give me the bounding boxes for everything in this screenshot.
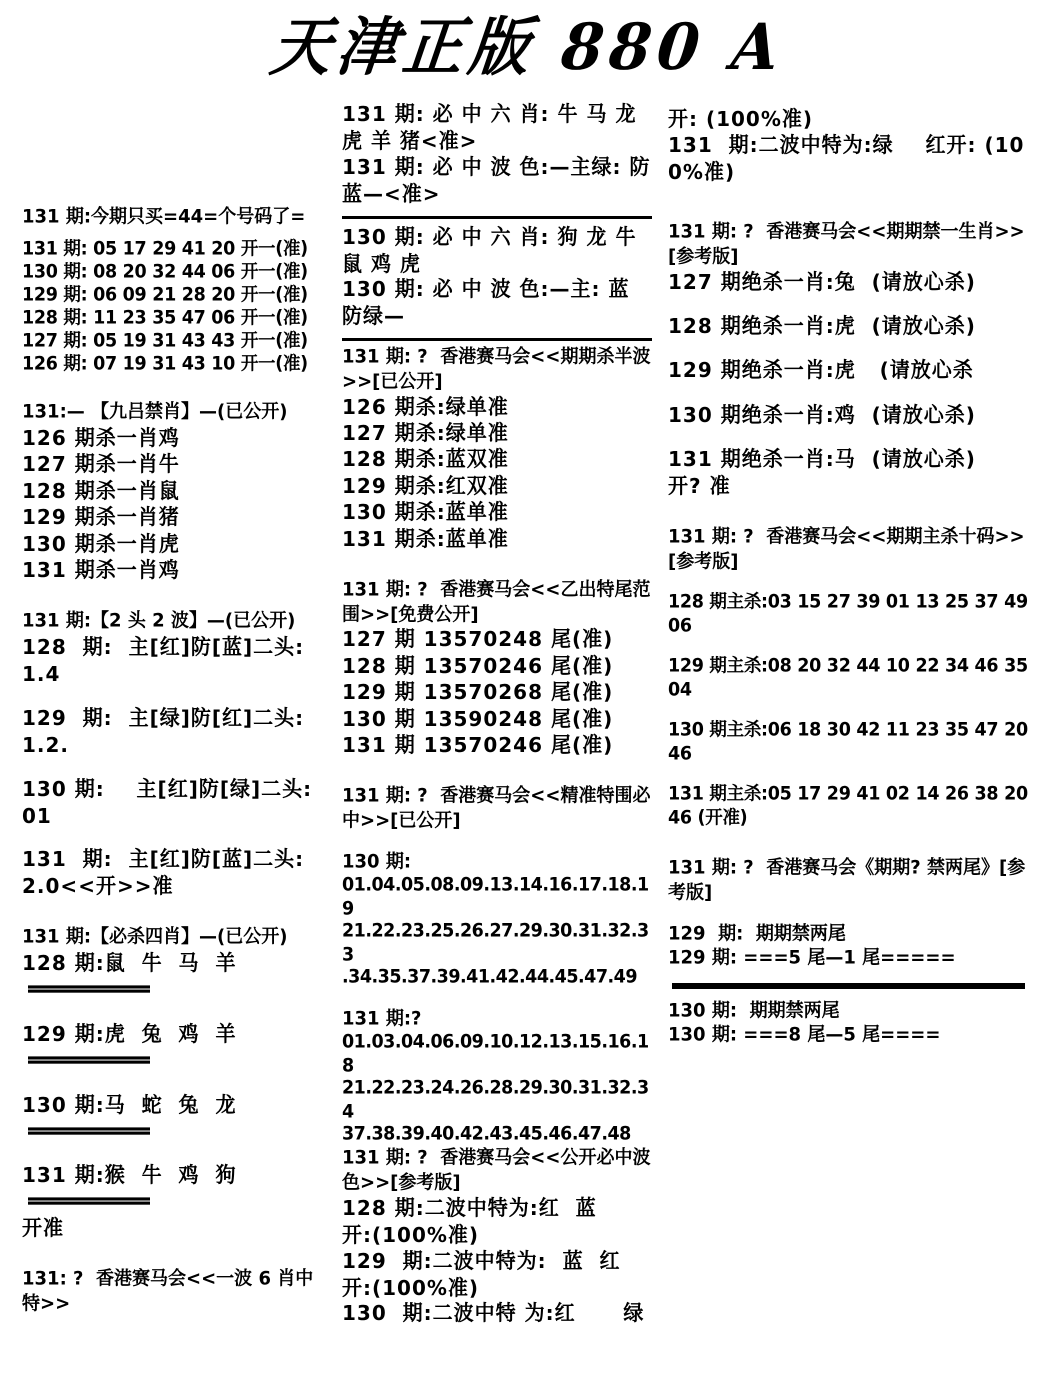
kill-four-row-text: 130 期:马 蛇 兔 龙	[22, 1091, 237, 1117]
precise-range-131-row: 37.38.39.40.42.43.45.46.47.48	[342, 1124, 631, 1146]
left-column	[0, 92, 330, 1388]
ban-zodiac-row: 127 期杀一肖牛	[22, 451, 180, 477]
kill-half-wave-row: 126 期杀:绿单准	[342, 393, 509, 419]
page-title: 天津正版 880 A	[266, 10, 789, 86]
section-130-six-zodiac	[342, 223, 652, 329]
two-wave-131-row: 131 期:二波中特为:绿 红开: (100%准)	[668, 132, 1025, 185]
section-divider	[342, 338, 652, 341]
open-record-row: 129 期: 06 09 21 28 20 开一(准)	[22, 284, 308, 306]
ban-two-tails-heading: 131 期: ? 香港赛马会《期期? 禁两尾》[参考版]	[668, 857, 1026, 904]
tail-range-row: 129 期 13570268 尾(准)	[342, 679, 614, 705]
content-columns	[0, 92, 1055, 1388]
kill-four-footer: 开准	[22, 1215, 64, 1241]
open-record-row: 128 期: 11 23 35 47 06 开一(准)	[22, 308, 308, 329]
ban-two-tails-129-label: 129 期: 期期禁两尾	[668, 922, 846, 945]
ban-zodiac-row: 126 期杀一肖鸡	[22, 425, 180, 450]
ban-one-zodiac-row: 130 期绝杀一肖:鸡 (请放心杀)	[668, 401, 976, 427]
ban-one-zodiac-row: 127 期绝杀一肖:兔 (请放心杀)	[668, 268, 976, 294]
kill-ten-codes-heading: 131 期: ? 香港赛马会<<期期主杀十码>>[参考版]	[668, 526, 1025, 573]
section-open-record	[22, 205, 322, 373]
section-precise-range	[342, 784, 652, 1146]
section-kill-four-zodiac	[22, 925, 322, 1240]
open-record-intro: 131 期:今期只买=44=个号码了=	[22, 206, 306, 228]
two-head-row: 130 期: 主[红]防[绿]二头:01	[22, 775, 313, 829]
ban-two-tails-129-value: 129 期: ===5 尾—1 尾=====	[668, 946, 956, 969]
kill-ten-codes-row: 129 期主杀:08 20 32 44 10 22 34 46 35 04	[668, 655, 1034, 701]
dash-rule-icon	[28, 1198, 150, 1205]
two-head-row: 128 期: 主[红]防[蓝]二头:1.4	[22, 634, 305, 687]
kill-ten-codes-row: 130 期主杀:06 18 30 42 11 23 35 47 20 46	[668, 719, 1034, 765]
dash-rule-icon	[28, 1127, 150, 1134]
kill-four-heading: 131 期:【必杀四肖】—(已公开)	[22, 926, 288, 949]
precise-range-130-row: 01.04.05.08.09.13.14.16.17.18.19	[342, 874, 649, 920]
section-two-head-two-wave	[22, 609, 322, 898]
six-zodiac-130-line: 130 期: 必 中 六 肖: 狗 龙 牛 鼠 鸡 虎	[342, 223, 645, 277]
dash-rule-icon	[28, 1057, 150, 1064]
ban-one-zodiac-row: 128 期绝杀一肖:虎 (请放心杀)	[668, 313, 976, 339]
kill-four-row	[22, 949, 322, 1004]
ban-zodiac-row: 128 期杀一肖鼠	[22, 477, 180, 503]
two-wave-color-row: 128 期:二波中特为:红 蓝 开:(100%准)	[342, 1194, 629, 1248]
precise-range-130-label: 130 期:	[342, 850, 412, 873]
two-wave-color-row: 130 期:二波中特 为:红 绿	[342, 1300, 645, 1326]
section-two-wave-color	[342, 1146, 652, 1325]
wave-color-130-line: 130 期: 必 中 波 色:—主: 蓝 防绿—	[342, 276, 638, 329]
tail-range-row: 130 期 13590248 尾(准)	[342, 705, 614, 731]
right-column	[660, 92, 1055, 1388]
six-zodiac-wave-heading: 131: ? 香港赛马会<<一波 6 肖中特>>	[22, 1268, 314, 1316]
precise-range-131-row: 01.03.04.06.09.10.12.13.15.16.18	[342, 1031, 649, 1077]
section-tail-range	[342, 578, 652, 757]
tail-range-heading: 131 期: ? 香港赛马会<<乙出特尾范围>>[免费公开]	[342, 579, 651, 626]
kill-half-wave-row: 127 期杀:绿单准	[342, 420, 509, 446]
kill-four-row-text: 131 期:猴 牛 鸡 狗	[22, 1162, 237, 1188]
middle-column	[330, 92, 660, 1388]
precise-range-130-row: 21.22.23.25.26.27.29.30.31.32.33	[342, 920, 649, 966]
six-zodiac-131-line: 131 期: 必 中 六 肖: 牛 马 龙 虎 羊 猪<准>	[342, 101, 645, 154]
dash-rule-icon	[28, 986, 150, 993]
kill-four-row	[22, 1091, 322, 1146]
kill-half-wave-row: 131 期杀:蓝单准	[342, 525, 509, 551]
kill-half-wave-row: 129 期杀:红双准	[342, 472, 509, 498]
open-record-row: 131 期: 05 17 29 41 20 开一(准)	[22, 238, 308, 260]
ban-one-zodiac-row: 129 期绝杀一肖:虎 (请放心杀	[668, 357, 974, 383]
ban-one-zodiac-heading: 131 期: ? 香港赛马会<<期期禁一生肖>>[参考版]	[668, 221, 1025, 268]
section-divider	[342, 216, 652, 219]
ban-two-tails-130-value: 130 期: ===8 尾—5 尾====	[668, 1024, 941, 1046]
page-header	[0, 0, 1055, 92]
ban-zodiac-row: 129 期杀一肖猪	[22, 504, 180, 530]
section-kill-half-wave	[342, 345, 652, 551]
open-record-row: 127 期: 05 19 31 43 43 开一(准)	[22, 331, 308, 352]
two-wave-color-row: 129 期:二波中特为: 蓝 红 开:(100%准)	[342, 1247, 629, 1301]
kill-four-row-text: 128 期:鼠 牛 马 羊	[22, 949, 237, 975]
kill-half-wave-heading: 131 期: ? 香港赛马会<<期期杀半波>>[已公开]	[342, 346, 651, 393]
section-kill-ten-codes	[668, 525, 1043, 829]
kill-four-row	[22, 1020, 322, 1075]
kill-ten-codes-row: 131 期主杀:05 17 29 41 02 14 26 38 20 46 (开准)	[668, 784, 1034, 829]
ban-one-zodiac-footer: 开? 准	[668, 472, 731, 498]
precise-range-131-row: 21.22.23.24.26.28.29.30.31.32.34	[342, 1078, 649, 1123]
two-wave-color-heading: 131 期: ? 香港赛马会<<公开必中波色>>[参考版]	[342, 1147, 651, 1194]
tail-range-row: 128 期 13570246 尾(准)	[342, 652, 614, 678]
section-six-zodiac-wave	[22, 1267, 322, 1315]
ban-zodiac-heading: 131:— 【九吕禁肖】—(已公开)	[22, 401, 288, 424]
kill-four-row-text: 129 期:虎 兔 鸡 羊	[22, 1020, 237, 1046]
ban-zodiac-row: 130 期杀一肖虎	[22, 530, 180, 556]
tail-range-row: 131 期 13570246 尾(准)	[342, 732, 614, 758]
section-ban-zodiac	[22, 400, 322, 582]
two-head-row: 129 期: 主[绿]防[红]二头:1.2.	[22, 704, 305, 758]
two-wave-open-row: 开: (100%准)	[668, 106, 814, 131]
wave-color-131-line: 131 期: 必 中 波 色:—主绿: 防蓝—<准>	[342, 153, 651, 207]
tail-range-row: 127 期 13570248 尾(准)	[342, 626, 614, 652]
section-ban-one-zodiac	[668, 220, 1043, 498]
section-131-six-zodiac	[342, 100, 652, 206]
section-ban-two-tails	[668, 856, 1043, 1047]
ban-one-zodiac-row: 131 期绝杀一肖:马 (请放心杀)	[668, 446, 976, 472]
precise-range-131-label: 131 期:?	[342, 1008, 422, 1031]
precise-range-heading: 131 期: ? 香港赛马会<<精准特围必中>>[已公开]	[342, 785, 651, 833]
kill-ten-codes-row: 128 期主杀:03 15 27 39 01 13 25 37 49 06	[668, 591, 1034, 637]
precise-range-130-row: .34.35.37.39.41.42.44.45.47.49	[342, 967, 638, 988]
section-divider-double	[672, 983, 1025, 989]
ban-two-tails-130-label: 130 期: 期期禁两尾	[668, 1000, 840, 1023]
two-head-heading: 131 期:【2 头 2 波】—(已公开)	[22, 610, 296, 633]
open-record-row: 126 期: 07 19 31 43 10 开一(准)	[22, 354, 308, 374]
ban-zodiac-row: 131 期杀一肖鸡	[22, 556, 180, 582]
kill-four-row	[22, 1161, 322, 1216]
kill-half-wave-row: 128 期杀:蓝双准	[342, 446, 509, 472]
open-record-row: 130 期: 08 20 32 44 06 开一(准)	[22, 261, 308, 283]
section-two-wave-continuation	[668, 105, 1043, 184]
kill-half-wave-row: 130 期杀:蓝单准	[342, 499, 509, 525]
two-head-row: 131 期: 主[红]防[蓝]二头:2.0<<开>>准	[22, 846, 305, 899]
